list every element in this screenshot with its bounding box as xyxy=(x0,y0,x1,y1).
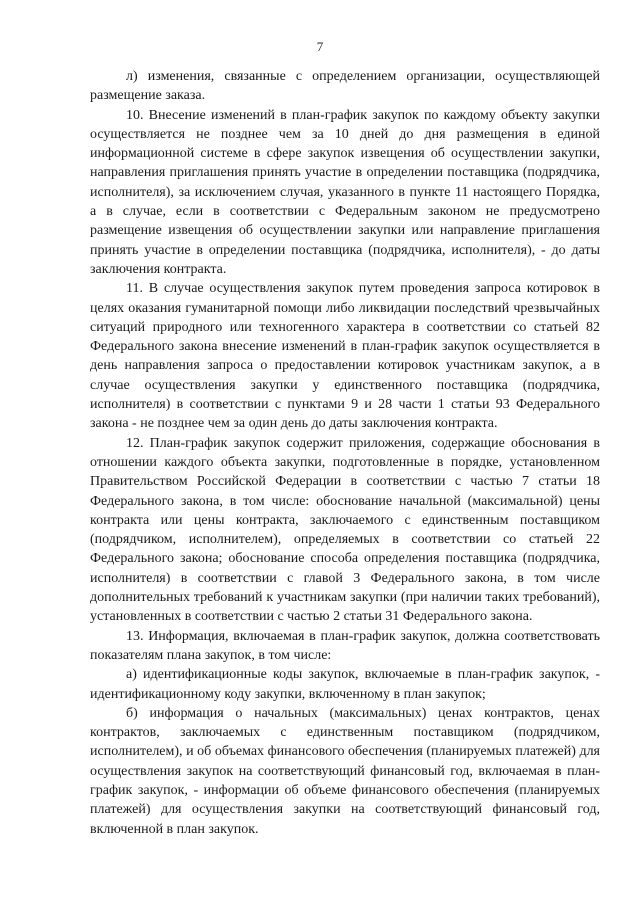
paragraph-item-l: л) изменения, связанные с определением организации, осуществляющей размещение заказа. xyxy=(90,69,600,104)
paragraph-12: 12. План-график закупок содержит приложения, содержащие обоснования в отношении каждого объекта закупки, подготовленные в порядке, установленном Правительством Российской Федерации в соответствии с частью 7 статьи 18 Федерального закона, в том числе: обоснование начальной (максимальной) цены контракта или цены контракта, заключаемого с единственным поставщиком (подрядчиком, исполнителем), определяемых в соответствии со статьей 22 Федерального закона; обоснование способа определения поставщика (подрядчика, исполнителя) в соответствии с главой 3 Федерального закона, в том числе дополнительных требований к участникам закупки (при наличии таких требований), установленных в соответствии с частью 2 статьи 31 Федерального закона. xyxy=(90,435,600,625)
paragraph-13-a: а) идентификационные коды закупок, включаемые в план-график закупок, - идентификационному коду закупки, включенному в план закупок; xyxy=(90,667,600,702)
paragraph-11: 11. В случае осуществления закупок путем проведения запроса котировок в целях оказания гуманитарной помощи либо ликвидации последствий чрезвычайных ситуаций природного или техногенного характера в соответствии со статьей 82 Федерального закона внесение изменений в план-график закупок осуществляется в день направления запроса о предоставлении котировок участникам закупок, а в случае осуществления закупки у единственного поставщика (подрядчика, исполнителя) в соответствии с пунктами 9 и 28 части 1 статьи 93 Федерального закона - не позднее чем за один день до даты заключения контракта. xyxy=(90,281,600,432)
paragraph-10: 10. Внесение изменений в план-график закупок по каждому объекту закупки осуществляется не позднее чем за 10 дней до дня размещения в единой информационной системе в сфере закупок извещения об осуществлении закупки, направления приглашения принять участие в определении поставщика (подрядчика, исполнителя), за исключением случая, указанного в пункте 11 настоящего Порядка, а в случае, если в соответствии с Федеральным законом не предусмотрено размещение извещения об осуществлении закупки или направление приглашения принять участие в определении поставщика (подрядчика, исполнителя), - до даты заключения контракта. xyxy=(90,107,600,277)
document-body xyxy=(90,67,600,839)
paragraph-13-b: б) информация о начальных (максимальных) ценах контрактов, ценах контрактов, заключаемых с единственным поставщиком (подрядчиком, исполнителем), и об объемах финансового обеспечения (планируемых платежей) для осуществления закупок на соответствующий финансовый год, включаемая в план-график закупок, - информации об объеме финансового обеспечения (планируемых платежей) для осуществления закупки на соответствующий финансовый год, включенной в план закупок. xyxy=(90,705,600,837)
paragraph-13: 13. Информация, включаемая в план-график закупок, должна соответствовать показателям плана закупок, в том числе: xyxy=(90,628,600,663)
page-number: 7 xyxy=(316,39,324,54)
